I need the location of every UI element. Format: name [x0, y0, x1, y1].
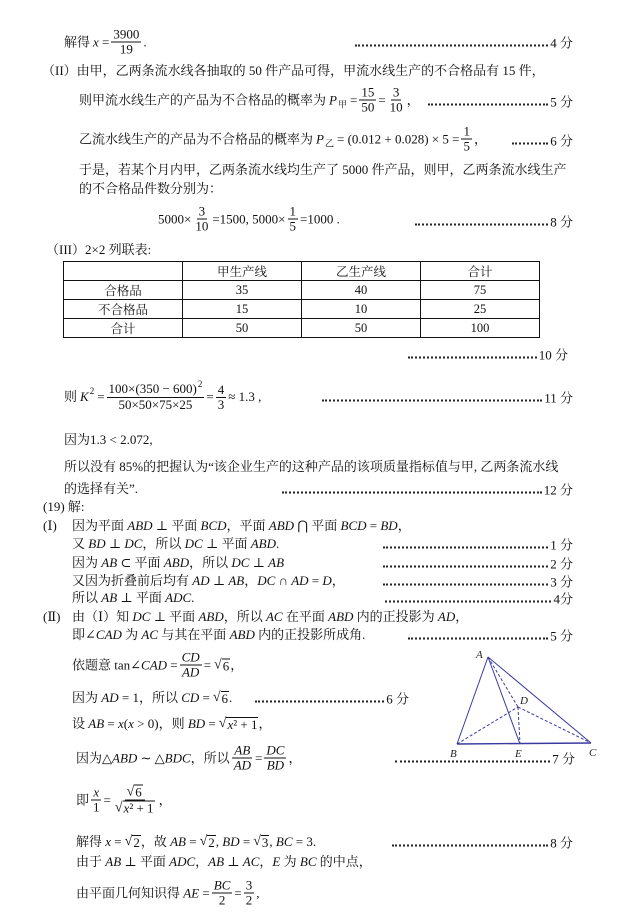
- math-var: AD: [192, 573, 210, 588]
- math-var: ABD: [198, 609, 224, 624]
- fraction: [288, 205, 299, 234]
- math-var: x: [105, 834, 112, 849]
- numerator: 3: [198, 203, 206, 219]
- math-var: ADC: [169, 854, 196, 869]
- math-var: AC: [141, 627, 159, 642]
- math-var: BD: [187, 716, 206, 731]
- table-cell: 35: [183, 281, 302, 300]
- fraction: [111, 28, 141, 57]
- dot-leader: [383, 565, 548, 567]
- math-var: DC: [266, 742, 285, 758]
- text: （II）由甲，乙两条流水线各抽取的 50 件产品可得，甲流水线生产的不合格品有 15 件，: [42, 63, 545, 78]
- q19-part1-line4: [72, 573, 345, 589]
- equals: =: [378, 92, 386, 107]
- comparison-line: [64, 432, 153, 448]
- denominator: [180, 666, 201, 680]
- math-expr: 解得 x =: [76, 834, 122, 849]
- midpoint-line: [76, 854, 372, 870]
- part3-title: [46, 242, 151, 258]
- math-var: DC: [184, 536, 203, 551]
- equals: =: [97, 389, 105, 404]
- radicand: x² + 1: [123, 800, 154, 816]
- radical-sign: √: [126, 784, 135, 800]
- table-header-cell: 甲生产线: [183, 262, 302, 281]
- table-cell: 75: [421, 281, 540, 300]
- prob-jia-line: [79, 86, 420, 115]
- edge-bc: [457, 743, 591, 744]
- math-expr: 100×(350 − 600): [108, 381, 197, 396]
- edge-bd-hidden: [457, 707, 518, 744]
- fraction: [244, 879, 255, 908]
- fraction: [216, 383, 227, 412]
- numerator: [212, 879, 233, 894]
- math-expr: , BC = 3.: [269, 834, 317, 849]
- numerator: [125, 785, 145, 801]
- score-leader-5: [428, 92, 573, 111]
- text: （III）2×2 列联表:: [46, 242, 152, 257]
- fraction: [461, 125, 472, 154]
- numerator: 3: [392, 84, 400, 100]
- text: 的不合格品件数分别为：: [79, 181, 223, 196]
- math-expr: 因为△ABD ∼ △BDC，所以: [76, 750, 230, 765]
- math-var: BC: [299, 854, 317, 869]
- math-var: AB: [101, 590, 118, 605]
- denominator: 3: [217, 396, 225, 412]
- text: 则: [64, 389, 78, 404]
- q19-part1-line5: [72, 590, 194, 606]
- math-var: AC: [265, 609, 283, 624]
- fraction: [180, 651, 202, 680]
- radical-sign: √: [199, 834, 208, 849]
- table-cell: 合格品: [64, 281, 183, 300]
- math-var: AB: [170, 834, 186, 849]
- q19-part2-line1: [43, 609, 468, 625]
- edge-ad-hidden: [488, 657, 518, 707]
- fraction: [359, 86, 376, 115]
- vertex-label-d: D: [520, 695, 528, 707]
- math-var: P: [329, 92, 337, 107]
- text: 的选择有关”.: [64, 481, 139, 496]
- math-var: ABD: [268, 518, 295, 533]
- math-expr: ，故 AB =: [140, 834, 197, 849]
- score-leader-q19-4: [385, 589, 573, 608]
- math-var: DC: [124, 536, 143, 551]
- dot-leader: [282, 491, 542, 493]
- text: 于是，若某个月内甲，乙两条流水线均生产了 5000 件产品，则甲，乙两条流水线生产: [79, 162, 567, 177]
- conclusion-line-1: [64, 459, 558, 475]
- math-var: [80, 389, 89, 405]
- text: 乙流水线生产的产品为不合格品的概率为: [79, 131, 314, 146]
- math-var: [329, 92, 337, 108]
- text: ，: [158, 792, 172, 807]
- vertex-label-a: A: [476, 649, 483, 661]
- math-expr: x =: [93, 34, 110, 49]
- math-expr: =1500, 5000×: [212, 211, 286, 226]
- square-root: [115, 801, 155, 816]
- text: ，: [288, 750, 302, 765]
- numerator: 15: [361, 84, 375, 100]
- radical-sign: √: [253, 834, 261, 849]
- denominator: [113, 801, 157, 816]
- math-var: DC: [132, 609, 151, 624]
- numerator: 3: [245, 877, 253, 893]
- dot-leader: [408, 356, 537, 358]
- tan-line: [72, 651, 243, 680]
- radical-sign: √: [214, 657, 222, 672]
- math-var: AD: [101, 690, 119, 705]
- dot-leader: [428, 103, 548, 105]
- solve-line: [76, 834, 316, 850]
- table-cell: 50: [183, 319, 302, 338]
- text: ,: [256, 885, 260, 900]
- math-var: AB: [88, 716, 105, 731]
- text: 又因为折叠前后均有 AD ⊥ AB，DC ∩ AD = D，: [72, 573, 345, 588]
- math-var: AD: [181, 664, 200, 680]
- denominator: 2: [245, 892, 253, 908]
- text: 由于 AB ⊥ 平面 ADC，AB ⊥ AC，E 为 BC 的中点，: [76, 854, 372, 869]
- math-var: AE: [183, 885, 200, 900]
- text: 解得: [64, 34, 91, 49]
- part-label: (Ⅰ): [43, 518, 57, 533]
- subscript: 乙: [324, 138, 334, 148]
- radical-sign: √: [212, 690, 221, 705]
- fraction: [193, 205, 210, 234]
- vertex-label-b: B: [450, 748, 457, 760]
- math-expr: =1000 .: [300, 211, 340, 226]
- square-root: [125, 834, 141, 850]
- math-var: CD: [181, 649, 200, 665]
- equals: =: [234, 885, 242, 900]
- math-var: x: [118, 716, 124, 731]
- text: 则甲流水线生产的产品为不合格品的概率为: [79, 92, 327, 107]
- denominator: [265, 759, 286, 773]
- score-mark: 2 分: [550, 556, 573, 572]
- math-var: AB: [208, 854, 225, 869]
- math-var: D: [322, 573, 332, 588]
- radicand: 6: [221, 691, 229, 706]
- radicand: x² + 1: [227, 717, 258, 732]
- math-var: CAD: [95, 627, 122, 642]
- math-var: CAD: [141, 657, 168, 672]
- radicand: 3: [261, 835, 269, 850]
- numerator: [180, 651, 202, 666]
- math-var: x: [93, 784, 100, 800]
- math-expr: 因为 AD = 1，所以 CD =: [72, 690, 210, 705]
- text: ，: [230, 657, 244, 672]
- score-mark: 7 分: [552, 751, 575, 767]
- radicand: 2: [133, 835, 140, 850]
- text: 所以 AB ⊥ 平面 ADC.: [72, 590, 195, 605]
- k-squared-line: [64, 379, 262, 412]
- score-mark: 12 分: [543, 482, 573, 498]
- text: 即∠CAD 为 AC 与其在平面 ABD 内的正投影所成角.: [72, 627, 366, 642]
- score-mark: 6 分: [386, 691, 409, 707]
- numerator: [91, 786, 101, 801]
- math-var: BC: [275, 834, 293, 849]
- radical-sign: √: [218, 716, 227, 731]
- table-cell: 15: [183, 300, 302, 319]
- fraction: [113, 785, 157, 816]
- text: 所以没有 85%的把握认为“该企业生产的这种产品的该项质量指标值与甲, 乙两条流水线: [64, 459, 559, 474]
- denominator: 5: [289, 218, 297, 234]
- score-leader-q19-2: [383, 554, 573, 573]
- fraction: [91, 786, 102, 815]
- table-row: [64, 300, 540, 319]
- score-mark: 11 分: [544, 390, 573, 406]
- numerator: [264, 744, 286, 759]
- math-var: ABD: [328, 609, 354, 624]
- vertex-label-c: C: [589, 747, 597, 759]
- fraction: [232, 744, 253, 773]
- score-mark: 6 分: [550, 133, 573, 149]
- text: 因为 AB ⊂ 平面 ABD，所以 DC ⊥ AB: [72, 555, 285, 570]
- table-header-row: [64, 262, 540, 281]
- math-var: DC: [231, 555, 250, 570]
- table-header-cell: 乙生产线: [302, 262, 421, 281]
- part2-intro: [42, 63, 545, 79]
- text: .: [143, 34, 147, 49]
- denominator: 1: [93, 799, 100, 815]
- score-mark: 8 分: [550, 835, 573, 851]
- monthly-production-line: [79, 162, 567, 178]
- score-leader-4: [355, 33, 573, 52]
- text: 由（Ⅰ）知 DC ⊥ 平面 ABD，所以 AC 在平面 ABD 内的正投影为 AD，: [72, 609, 469, 624]
- table-cell: 40: [302, 281, 421, 300]
- cd-line: [72, 690, 232, 706]
- equals: =: [203, 657, 212, 672]
- denominator: 50×50×75×25: [118, 397, 193, 412]
- dot-leader: [392, 844, 548, 846]
- denominator: 50: [361, 99, 375, 115]
- denominator: 10: [195, 218, 209, 234]
- math-var: AC: [242, 854, 260, 869]
- score-leader-6: [512, 131, 573, 150]
- math-expr: 依题意 tan∠CAD =: [72, 657, 178, 672]
- math-var: ADC: [165, 590, 192, 605]
- math-var: BCD: [200, 518, 227, 533]
- math-expr: 5000×: [158, 211, 192, 226]
- score-leader-q19-1: [383, 535, 573, 554]
- math-expr: 设 AB = x(x > 0)，则 BD =: [72, 716, 216, 731]
- math-var: AD: [291, 573, 309, 588]
- fraction: [212, 879, 233, 908]
- math-expr: 由平面几何知识得 AE =: [76, 885, 210, 900]
- math-var: ABD: [163, 555, 190, 570]
- dot-leader: [385, 600, 551, 602]
- score-leader-q19-6: [255, 689, 409, 708]
- defect-count-calc: [158, 205, 340, 234]
- solve-x-line: [64, 28, 147, 57]
- math-var: x: [93, 34, 99, 49]
- contingency-table: [63, 261, 540, 338]
- numerator: 1: [289, 203, 297, 219]
- bd-line: [72, 716, 271, 732]
- math-var: K: [80, 389, 89, 404]
- math-var: BD: [380, 518, 398, 533]
- math-var: AD: [437, 609, 456, 624]
- table-cell: 合计: [64, 319, 183, 338]
- score-mark: 5 分: [550, 628, 573, 644]
- equals: =: [206, 389, 214, 404]
- math-expr: ≈ 1.3 ,: [228, 389, 262, 404]
- math-var: E: [272, 854, 281, 869]
- math-var: AB: [268, 555, 285, 570]
- math-var: ABD: [127, 518, 153, 533]
- text: ，: [258, 716, 272, 731]
- radicand: 6: [135, 784, 142, 800]
- q19-part1-line1: [43, 518, 411, 534]
- dot-leader: [408, 637, 548, 639]
- square-root: [219, 716, 259, 732]
- part-label: (Ⅱ): [43, 609, 61, 624]
- fraction: [107, 379, 205, 412]
- numerator: [232, 744, 252, 759]
- subscript: 甲: [337, 99, 347, 109]
- table-cell: 25: [421, 300, 540, 319]
- dot-leader: [383, 583, 548, 585]
- square-root: [214, 657, 230, 673]
- numerator: 3900: [113, 26, 140, 42]
- text: 又 BD ⊥ DC，所以 DC ⊥ 平面 ABD.: [72, 536, 280, 551]
- math-var: x: [123, 800, 130, 816]
- text: .: [229, 690, 233, 705]
- equals: =: [103, 792, 111, 807]
- math-var: BC: [213, 877, 231, 893]
- score-mark: 4 分: [550, 35, 573, 51]
- math-expr: = (0.012 + 0.028) × 5 =: [336, 131, 460, 146]
- math-var: [316, 131, 324, 147]
- table-cell: 50: [302, 319, 421, 338]
- denominator: 19: [119, 41, 133, 57]
- denominator: 2: [218, 892, 226, 908]
- square-root: [213, 690, 229, 706]
- score-mark: 8 分: [550, 214, 573, 230]
- text: 即: [76, 792, 90, 807]
- math-var: BD: [88, 536, 106, 551]
- score-mark: 1 分: [550, 537, 573, 553]
- dot-leader: [512, 142, 548, 144]
- dot-leader: [383, 546, 548, 548]
- math-var: AB: [105, 854, 122, 869]
- dot-leader: [355, 44, 548, 46]
- denominator: 5: [463, 138, 470, 154]
- superscript: 2: [197, 379, 203, 389]
- defect-count-intro: [79, 181, 222, 197]
- table-header-cell: [64, 262, 183, 281]
- radical-sign: √: [124, 834, 133, 849]
- q19-part2-line2: [72, 627, 365, 643]
- equals: =: [255, 750, 263, 765]
- radical-sign: √: [114, 800, 123, 816]
- denominator: [232, 759, 253, 773]
- vertex-label-e: E: [515, 748, 522, 760]
- square-root: [200, 834, 216, 850]
- score-leader-10: [408, 345, 568, 364]
- table-cell: 100: [421, 319, 540, 338]
- tetrahedron-figure: [440, 640, 610, 770]
- superscript: 2: [89, 386, 95, 396]
- question-number: (19) 解:: [43, 499, 85, 514]
- dot-leader: [255, 700, 384, 702]
- ratio-equation-line: [76, 785, 172, 816]
- radicand: 6: [222, 658, 230, 673]
- math-var: AB: [228, 573, 245, 588]
- fraction: [264, 744, 286, 773]
- fraction: [388, 86, 405, 115]
- math-var: DC: [257, 573, 276, 588]
- table-cell: 10: [302, 300, 421, 319]
- text: ，: [473, 131, 487, 146]
- score-leader-11: [322, 388, 573, 407]
- table-header-cell: 合计: [421, 262, 540, 281]
- math-var: x: [128, 716, 134, 731]
- text: ，: [406, 92, 420, 107]
- score-leader-8: [415, 212, 573, 231]
- math-var: P: [316, 131, 324, 146]
- text: 因为1.3 < 2.072,: [64, 432, 153, 447]
- score-mark: 3 分: [550, 574, 573, 590]
- table-row: [64, 281, 540, 300]
- math-var: BDC: [164, 750, 191, 765]
- math-var: x: [227, 717, 234, 732]
- ae-line: [76, 879, 259, 908]
- score-leader-12: [282, 480, 573, 499]
- math-var: AD: [233, 757, 252, 773]
- q19-title: [43, 499, 85, 515]
- math-var: AB: [234, 742, 251, 758]
- q19-part1-line3: [72, 555, 284, 571]
- conclusion-line-2: [64, 481, 138, 497]
- math-var: BD: [266, 757, 285, 773]
- math-expr: , BD =: [215, 834, 251, 849]
- radicand: 2: [208, 835, 215, 850]
- math-var: AB: [101, 555, 118, 570]
- math-var: ABD: [250, 536, 276, 551]
- table-cell: 不合格品: [64, 300, 183, 319]
- math-var: ABD: [112, 750, 138, 765]
- score-mark: 10 分: [538, 347, 568, 363]
- dot-leader: [322, 399, 542, 401]
- prob-yi-line: [79, 125, 487, 154]
- table-row: [64, 319, 540, 338]
- q19-part1-line2: [72, 536, 279, 552]
- numerator: 4: [217, 381, 225, 397]
- score-mark: 4分: [553, 591, 573, 607]
- square-root: [253, 834, 269, 850]
- edge-ab: [457, 657, 488, 744]
- math-var: CD: [181, 690, 200, 705]
- math-var: BD: [222, 834, 240, 849]
- text: 因为平面 ABD ⊥ 平面 BCD，平面 ABD ⋂ 平面 BCD = BD，: [72, 518, 411, 533]
- square-root: [127, 785, 143, 800]
- math-var: BCD: [340, 518, 367, 533]
- dot-leader: [415, 223, 548, 225]
- numerator: 1: [463, 123, 470, 139]
- equals: =: [349, 92, 358, 107]
- numerator: [107, 379, 205, 398]
- score-mark: 5 分: [550, 94, 573, 110]
- score-leader-q19-8: [392, 833, 573, 852]
- math-var: ABD: [229, 627, 255, 642]
- denominator: 10: [389, 99, 403, 115]
- similar-triangles-line: [76, 744, 301, 773]
